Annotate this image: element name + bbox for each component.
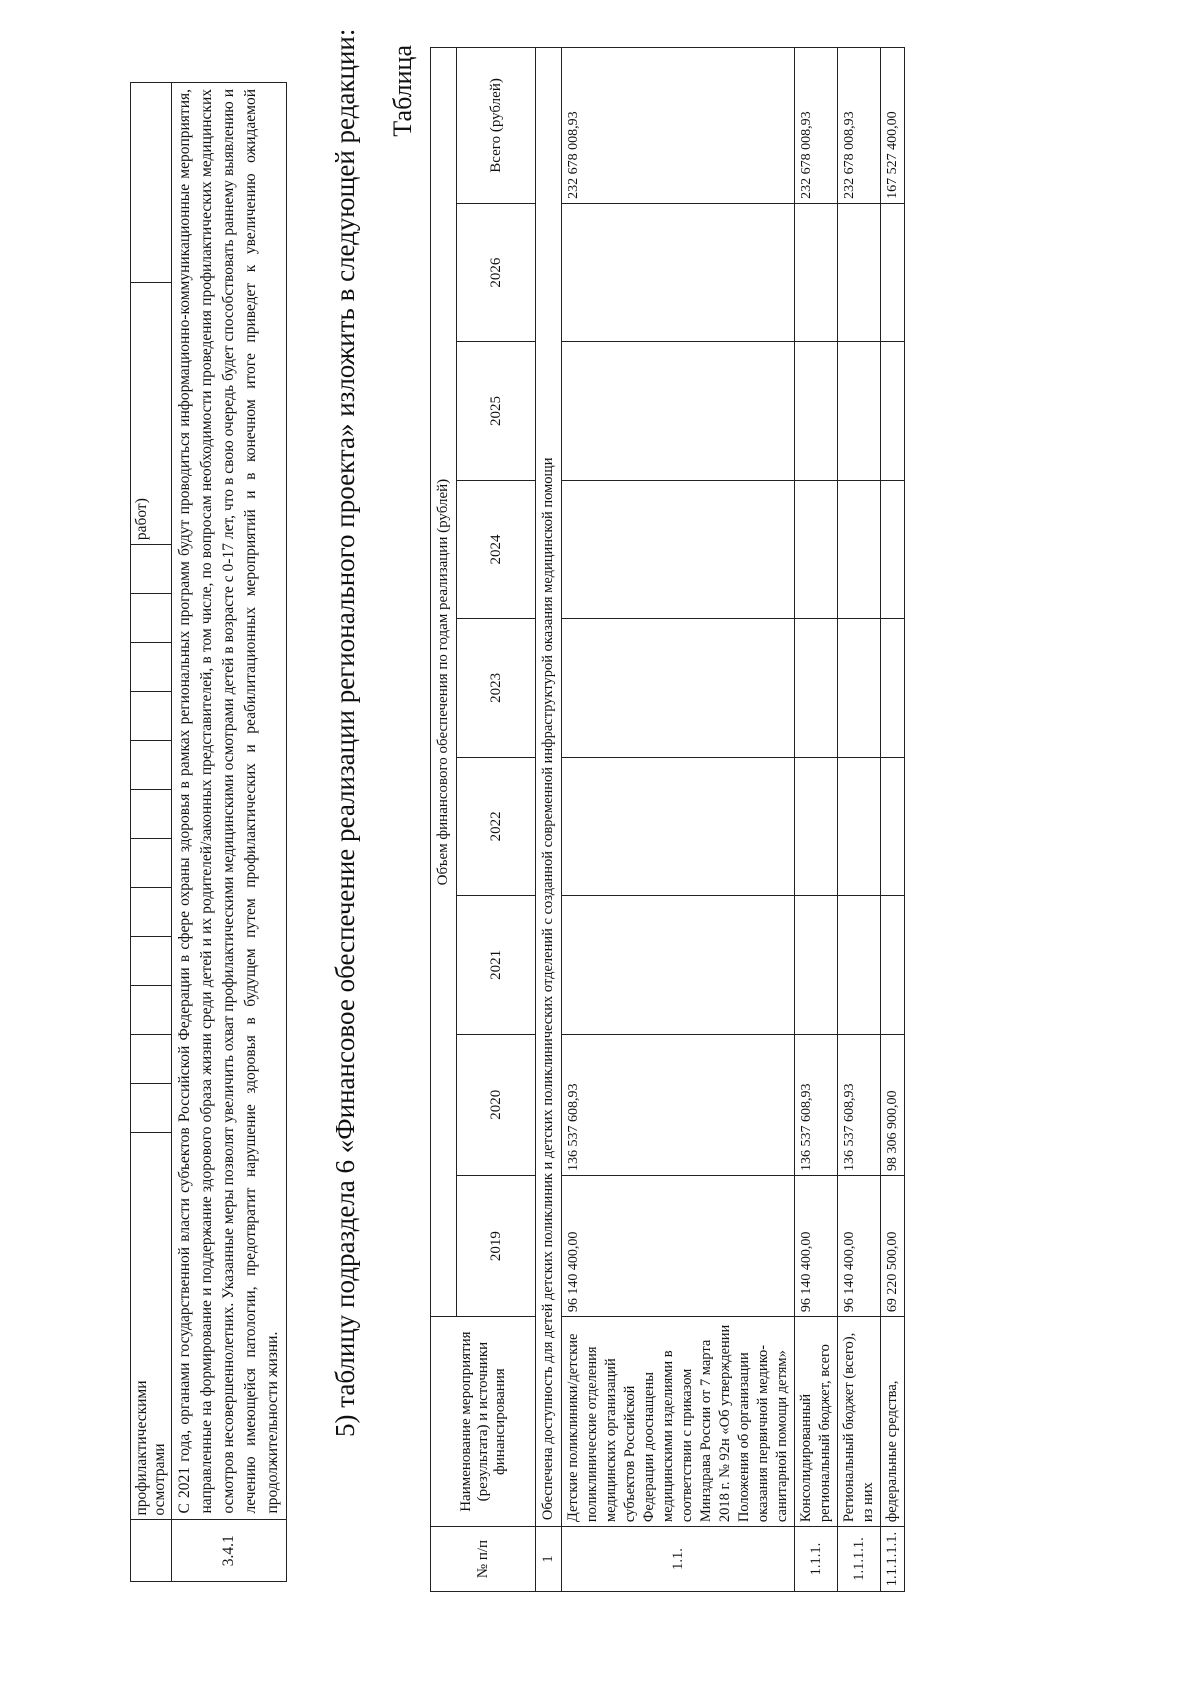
header-num: № п/п: [431, 1527, 536, 1592]
value-cell: 96 140 400,00: [795, 1176, 838, 1317]
label-line: осмотрами: [151, 1443, 168, 1516]
value-cell: [881, 480, 905, 618]
value-cell: 96 140 400,00: [838, 1176, 881, 1317]
section-heading: 5) таблицу подраздела 6 «Финансовое обеспечение реализации регионального проекта» изложить в следующей редакции:: [330, 28, 360, 1437]
header-year: 2024: [457, 480, 536, 618]
section-row: [536, 48, 562, 1592]
header-name: Наименование мероприятия (результата) и источники финансирования: [431, 1317, 536, 1527]
value-cell: [838, 342, 881, 480]
value-cell: [795, 342, 838, 480]
table-row: [838, 48, 881, 1592]
empty-cell: [131, 936, 172, 985]
empty-cell: [131, 594, 172, 643]
works-cell: работ): [131, 282, 172, 544]
value-cell: [838, 480, 881, 618]
value-cell: 136 537 608,93: [562, 1034, 795, 1175]
value-cell: 136 537 608,93: [838, 1034, 881, 1175]
row-name: Детские поликлиники/детские поликлинические отделения медицинских организаций субъектов Российской Федерации дооснащены медицинскими изделиями в соответствии с приказом Минздрава России от 7 марта 2018 г. № 92н «Об утверждении Положения об организации оказания первичной медико-санитарной помощи детям»: [562, 1317, 795, 1527]
table-row: [795, 48, 838, 1592]
value-cell: [795, 896, 838, 1034]
row-num: 1.1.1.: [795, 1527, 838, 1592]
value-cell: [562, 203, 795, 341]
header-year: 2019: [457, 1176, 536, 1317]
table-row: [562, 48, 795, 1592]
header-year: 2022: [457, 757, 536, 895]
empty-cell: [131, 1034, 172, 1083]
value-cell: [562, 342, 795, 480]
financial-table: [430, 47, 905, 1592]
header-row: [431, 48, 457, 1592]
value-cell: [562, 896, 795, 1034]
section-num: 1: [536, 1527, 562, 1592]
value-cell: [838, 203, 881, 341]
indicator-label: [131, 1132, 172, 1520]
empty-cell: [131, 985, 172, 1034]
table-row: [131, 83, 172, 1582]
row-num: 1.1.: [562, 1527, 795, 1592]
header-year: 2025: [457, 342, 536, 480]
value-cell: [881, 896, 905, 1034]
table-caption: Таблица: [388, 45, 417, 137]
empty-cell: [131, 838, 172, 887]
row-num: 1.1.1.1.: [838, 1527, 881, 1592]
total-cell: 232 678 008,93: [795, 48, 838, 204]
value-cell: [881, 342, 905, 480]
value-cell: [881, 619, 905, 757]
row-name: Консолидированный региональный бюджет, всего: [795, 1317, 838, 1527]
value-cell: [562, 757, 795, 895]
empty-cell: [131, 887, 172, 936]
row-num: 1.1.1.1.1.: [881, 1527, 905, 1592]
row-name: Региональный бюджет (всего), из них: [838, 1317, 881, 1527]
value-cell: [838, 619, 881, 757]
value-cell: 136 537 608,93: [795, 1034, 838, 1175]
value-cell: [838, 896, 881, 1034]
indicators-table-continued: [130, 82, 287, 1582]
total-cell: 232 678 008,93: [838, 48, 881, 204]
empty-cell: [131, 740, 172, 789]
table-row: [881, 48, 905, 1592]
header-year: 2023: [457, 619, 536, 757]
header-volume: Объем финансового обеспечения по годам реализации (рублей): [431, 48, 457, 1317]
header-year: 2021: [457, 896, 536, 1034]
row-name: федеральные средства,: [881, 1317, 905, 1527]
row-number: 3.4.1: [172, 1520, 287, 1582]
value-cell: 98 306 900,00: [881, 1034, 905, 1175]
table-row: [172, 83, 287, 1582]
header-total: Всего (рублей): [457, 48, 536, 204]
total-cell: 167 527 400,00: [881, 48, 905, 204]
description-paragraph: С 2021 года, органами государственной власти субъектов Российской Федерации в сфере охраны здоровья в рамках региональных программ будут проводиться информационно-коммуникационные мероприятия, направленные на формирование и поддержание здорового образа жизни среди детей и их родителей/законных представителей, в том числе, по вопросам необходимости проведения профилактических медицинских осмотров несовершеннолетних. Указанные меры позволят увеличить охват профилактическими медицинскими осмотрами детей в возрасте с 0-17 лет, что в свою очередь будет способствовать раннему выявлению и лечению имеющейся патологии, предотвратит нарушение здоровья в будущем путем профилактических и реабилитационных мероприятий и в конечном итоге приведет к увеличению ожидаемой продолжительности жизни.: [172, 83, 287, 1520]
value-cell: [795, 619, 838, 757]
label-line: профилактическими: [133, 1380, 150, 1516]
value-cell: [795, 480, 838, 618]
value-cell: [795, 203, 838, 341]
empty-cell: [131, 1083, 172, 1132]
value-cell: 96 140 400,00: [562, 1176, 795, 1317]
empty-cell: [131, 545, 172, 594]
total-cell: 232 678 008,93: [562, 48, 795, 204]
empty-cell: [131, 691, 172, 740]
empty-cell: [131, 1520, 172, 1582]
value-cell: 69 220 500,00: [881, 1176, 905, 1317]
value-cell: [795, 757, 838, 895]
empty-cell: [131, 789, 172, 838]
value-cell: [562, 619, 795, 757]
value-cell: [881, 203, 905, 341]
empty-cell: [131, 83, 172, 283]
value-cell: [838, 757, 881, 895]
value-cell: [881, 757, 905, 895]
header-year: 2020: [457, 1034, 536, 1175]
empty-cell: [131, 643, 172, 692]
section-text: Обеспечена доступность для детей детских поликлиник и детских поликлинических отделений с созданной современной инфраструктурой оказания медицинской помощи: [536, 48, 562, 1527]
value-cell: [562, 480, 795, 618]
header-year: 2026: [457, 203, 536, 341]
